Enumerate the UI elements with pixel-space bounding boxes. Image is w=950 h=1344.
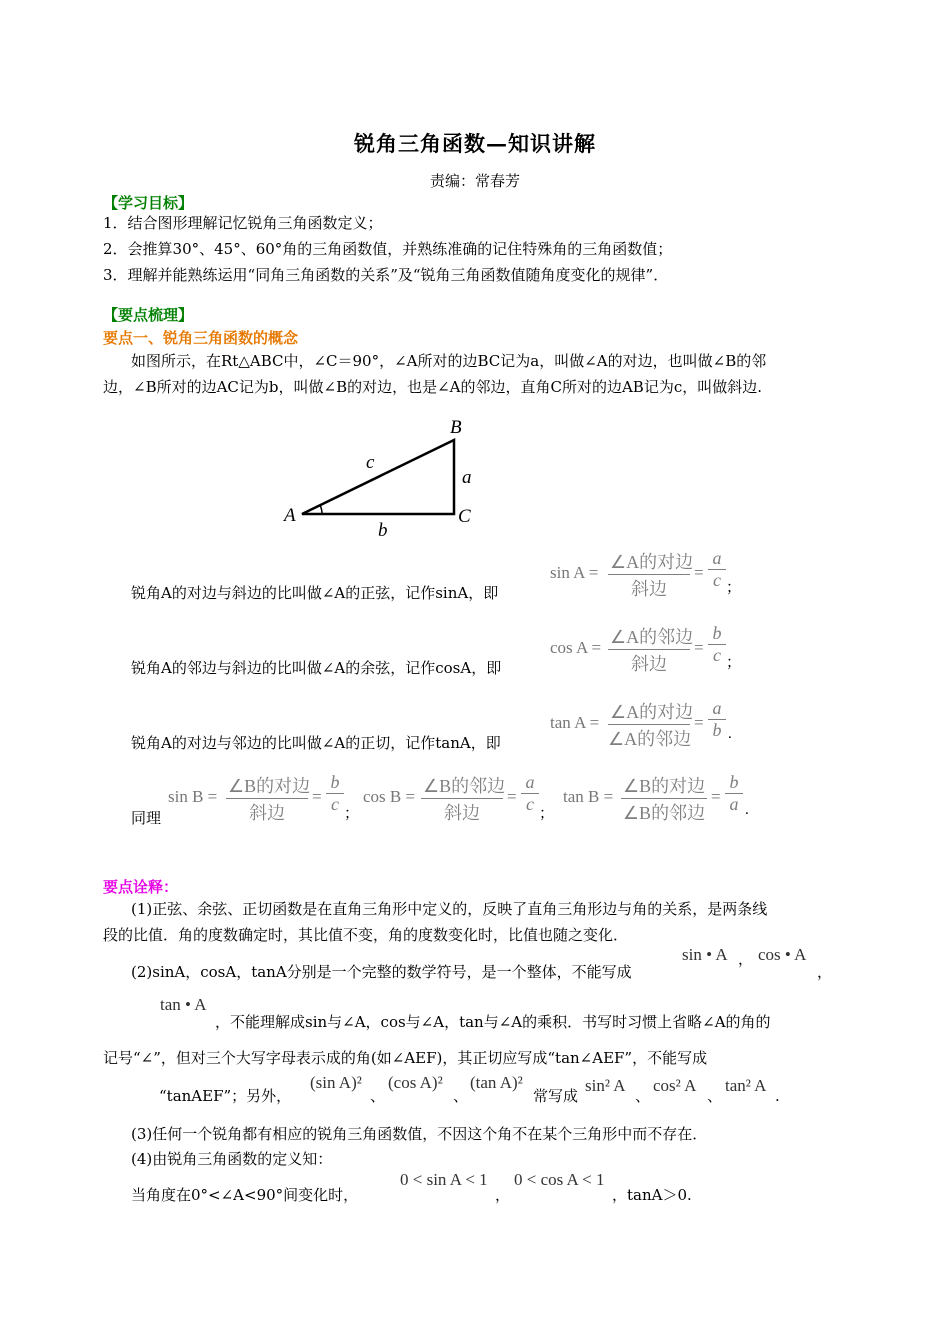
math-symbol: sin² A: [585, 1076, 626, 1095]
vertex-b-label: B: [450, 417, 462, 438]
tan-a-formula: tan A = ∠A的对边 ∠A的邻边 = $\frac{a}{b}$ .: [550, 698, 732, 749]
sin-definition: 锐角A的对边与斜边的比叫做∠A的正弦，记作sinA，即: [131, 584, 499, 602]
tan-b-formula: tan B = ∠B的对边 ∠B的邻边 = $\frac{b}{a}$ .: [563, 772, 749, 823]
side-c-label: c: [366, 452, 375, 473]
math-inequality: 0 < cos A < 1: [514, 1170, 605, 1189]
side-a-label: a: [462, 467, 472, 488]
tan-definition: 锐角A的对边与邻边的比叫做∠A的正切，记作tanA，即: [131, 734, 501, 752]
point1-heading: 要点一、锐角三角函数的概念: [103, 329, 299, 347]
right-triangle-diagram: [270, 410, 500, 545]
separator: 、: [370, 1087, 386, 1105]
sin-b-formula: sin B = ∠B的对边 斜边 = $\frac{b}{c}$ ；: [168, 772, 360, 823]
math-symbol: tan² A: [725, 1076, 767, 1095]
math-symbol: cos • A: [758, 945, 807, 964]
note-line: ，tanA＞0.: [612, 1186, 692, 1204]
note-line: (2)sinA，cosA，tanA分别是一个完整的数学符号，是一个整体，不能写成: [131, 963, 632, 981]
cos-a-formula: cos A = ∠A的邻边 斜边 = $\frac{b}{c}$ ；: [550, 623, 742, 674]
section-goals-heading: 【学习目标】: [103, 194, 194, 212]
note-line: 段的比值．角的度数确定时，其比值不变，角的度数变化时，比值也随之变化．: [103, 926, 629, 944]
separator: ，: [495, 1186, 511, 1204]
intro-paragraph-line: 如图所示，在Rt△ABC中，∠C＝90°，∠A所对的边BC记为a，叫做∠A的对边，也叫做∠B的邻: [131, 352, 767, 370]
separator: ，: [817, 963, 833, 981]
similarly-label: 同理: [131, 809, 162, 827]
note-line: ，不能理解成sin与∠A，cos与∠A，tan与∠A的乘积．书写时习惯上省略∠A的角的: [215, 1013, 771, 1031]
math-symbol: (cos A)²: [388, 1073, 443, 1092]
math-symbol: (tan A)²: [470, 1073, 523, 1092]
section-points-heading: 【要点梳理】: [103, 306, 194, 324]
goal-item: 1．结合图形理解记忆锐角三角函数定义；: [103, 214, 383, 232]
separator: ，: [738, 950, 754, 968]
math-symbol: cos² A: [653, 1076, 697, 1095]
side-b-label: b: [378, 520, 388, 541]
page-title: 锐角三角函数—知识讲解: [354, 131, 596, 156]
math-symbol: (sin A)²: [310, 1073, 362, 1092]
triangle-shape: [302, 440, 454, 514]
note-line: (4)由锐角三角函数的定义知：: [131, 1150, 333, 1168]
sin-a-formula: sin A = ∠A的对边 斜边 = $\frac{a}{c}$ ；: [550, 548, 742, 599]
vertex-a-label: A: [284, 505, 296, 526]
separator: 、: [707, 1087, 723, 1105]
angle-a-arc: [320, 505, 322, 514]
math-symbol: tan • A: [160, 995, 207, 1014]
goal-item: 2．会推算30°、45°、60°角的三角函数值，并熟练准确的记住特殊角的三角函数值；: [103, 240, 673, 258]
cos-b-formula: cos B = ∠B的邻边 斜边 = $\frac{a}{c}$ ；: [363, 772, 555, 823]
separator: 、: [635, 1087, 651, 1105]
cos-definition: 锐角A的邻边与斜边的比叫做∠A的余弦，记作cosA，即: [131, 659, 502, 677]
separator: .: [775, 1087, 780, 1105]
note-line: “tanAEF”；另外，: [159, 1087, 292, 1105]
goal-item: 3．理解并能熟练运用“同角三角函数的关系”及“锐角三角函数值随角度变化的规律”．: [103, 266, 669, 284]
note-line: 记号“∠”，但对三个大写字母表示成的角(如∠AEF)，其正切应写成“tan∠AEF”，不能写成: [103, 1049, 708, 1067]
math-inequality: 0 < sin A < 1: [400, 1170, 488, 1189]
note-line: 当角度在0°<∠A<90°间变化时，: [131, 1186, 359, 1204]
editor-line: 责编：常春芳: [429, 172, 520, 190]
note-line: 常写成: [533, 1087, 579, 1105]
intro-paragraph-line: 边，∠B所对的边AC记为b，叫做∠B的对边，也是∠A的邻边，直角C所对的边AB记为c，叫做斜边.: [103, 378, 763, 396]
math-symbol: sin • A: [682, 945, 728, 964]
note-line: (3)任何一个锐角都有相应的锐角三角函数值，不因这个角不在某个三角形中而不存在．: [131, 1125, 708, 1143]
note-line: (1)正弦、余弦、正切函数是在直角三角形中定义的，反映了直角三角形边与角的关系，是两条线: [131, 900, 768, 918]
vertex-c-label: C: [458, 506, 471, 527]
separator: 、: [453, 1087, 469, 1105]
notes-heading: 要点诠释：: [103, 878, 179, 896]
